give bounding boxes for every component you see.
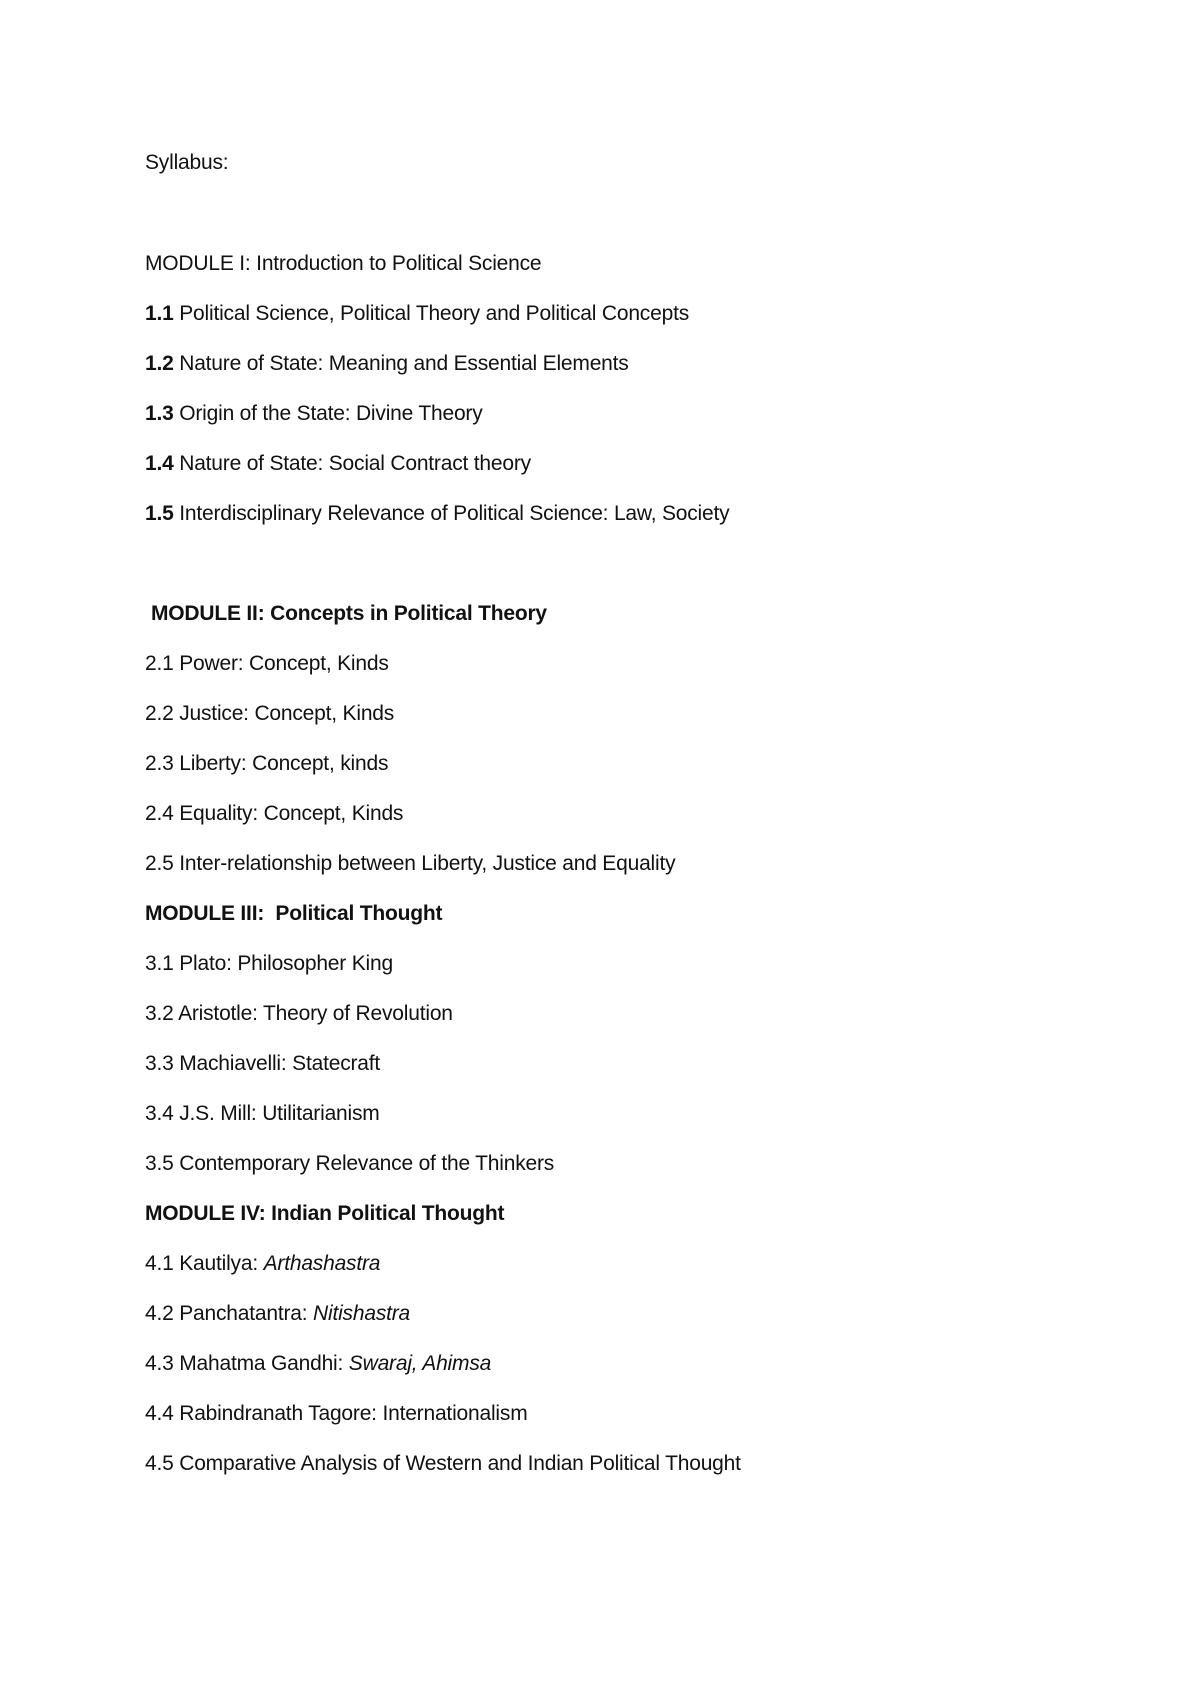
item-text: J.S. Mill: Utilitarianism <box>173 1102 380 1125</box>
module-3-item-2 <box>145 1001 453 1027</box>
item-text: Aristotle: Theory of Revolution <box>173 1002 453 1025</box>
module-1-item-5 <box>145 501 729 527</box>
item-text: Kautilya: <box>173 1252 264 1275</box>
item-number: 2.3 <box>145 752 174 775</box>
module-3-item-4 <box>145 1101 380 1127</box>
item-text: Comparative Analysis of Western and Indian Political Thought <box>173 1452 741 1475</box>
module-2-title: MODULE II: Concepts in Political Theory <box>151 602 547 625</box>
item-number: 2.2 <box>145 702 174 725</box>
item-text: Nature of State: Social Contract theory <box>173 452 531 475</box>
item-text: Liberty: Concept, kinds <box>173 752 389 775</box>
module-2-item-2 <box>145 701 394 727</box>
item-text: Political Science, Political Theory and Political Concepts <box>173 302 689 325</box>
module-3-item-3 <box>145 1051 380 1077</box>
module-4-item-3 <box>145 1351 491 1377</box>
item-number: 4.1 <box>145 1252 174 1275</box>
item-number: 4.3 <box>145 1352 174 1375</box>
item-text: Interdisciplinary Relevance of Political Science: Law, Society <box>173 502 730 525</box>
module-4-item-4 <box>145 1401 528 1427</box>
module-4-item-2 <box>145 1301 410 1327</box>
item-number: 4.2 <box>145 1302 174 1325</box>
module-3-item-1 <box>145 951 393 977</box>
module-4-item-5 <box>145 1451 741 1477</box>
syllabus-heading: Syllabus: <box>145 151 229 174</box>
item-number: 4.5 <box>145 1452 174 1475</box>
item-text: Power: Concept, Kinds <box>173 652 389 675</box>
module-3-title: MODULE III: Political Thought <box>145 902 443 925</box>
item-text: Nature of State: Meaning and Essential Elements <box>173 352 629 375</box>
item-number: 3.2 <box>145 1002 174 1025</box>
item-number: 2.4 <box>145 802 174 825</box>
item-text: Machiavelli: Statecraft <box>173 1052 381 1075</box>
item-text: Inter-relationship between Liberty, Justice and Equality <box>173 852 676 875</box>
item-number: 3.5 <box>145 1152 174 1175</box>
item-text: Panchatantra: <box>173 1302 314 1325</box>
module-1-item-4 <box>145 451 531 477</box>
item-number: 3.1 <box>145 952 174 975</box>
item-number: 1.5 <box>145 502 174 525</box>
module-3-item-5 <box>145 1151 554 1177</box>
item-italic-term: Swaraj, Ahimsa <box>348 1352 492 1375</box>
item-text: Justice: Concept, Kinds <box>173 702 395 725</box>
item-text: Contemporary Relevance of the Thinkers <box>173 1152 555 1175</box>
module-2-item-3 <box>145 751 388 777</box>
item-number: 2.5 <box>145 852 174 875</box>
module-1-title: MODULE I: Introduction to Political Science <box>145 252 542 275</box>
module-2-item-5 <box>145 851 675 877</box>
item-number: 4.4 <box>145 1402 174 1425</box>
item-number: 1.2 <box>145 352 174 375</box>
item-number: 1.1 <box>145 302 174 325</box>
item-number: 2.1 <box>145 652 174 675</box>
module-4-title: MODULE IV: Indian Political Thought <box>145 1202 505 1225</box>
module-1-item-1 <box>145 301 689 327</box>
item-number: 3.4 <box>145 1102 174 1125</box>
module-2-item-1 <box>145 651 389 677</box>
module-1-item-3 <box>145 401 483 427</box>
module-4-item-1 <box>145 1251 380 1277</box>
item-text: Equality: Concept, Kinds <box>173 802 404 825</box>
module-1-item-2 <box>145 351 629 377</box>
item-text: Rabindranath Tagore: Internationalism <box>173 1402 528 1425</box>
item-italic-term: Arthashastra <box>263 1252 381 1275</box>
item-number: 1.3 <box>145 402 174 425</box>
item-text: Plato: Philosopher King <box>173 952 393 975</box>
item-text: Mahatma Gandhi: <box>173 1352 349 1375</box>
item-number: 3.3 <box>145 1052 174 1075</box>
module-2-item-4 <box>145 801 403 827</box>
item-text: Origin of the State: Divine Theory <box>173 402 483 425</box>
item-number: 1.4 <box>145 452 174 475</box>
item-italic-term: Nitishastra <box>313 1302 411 1325</box>
